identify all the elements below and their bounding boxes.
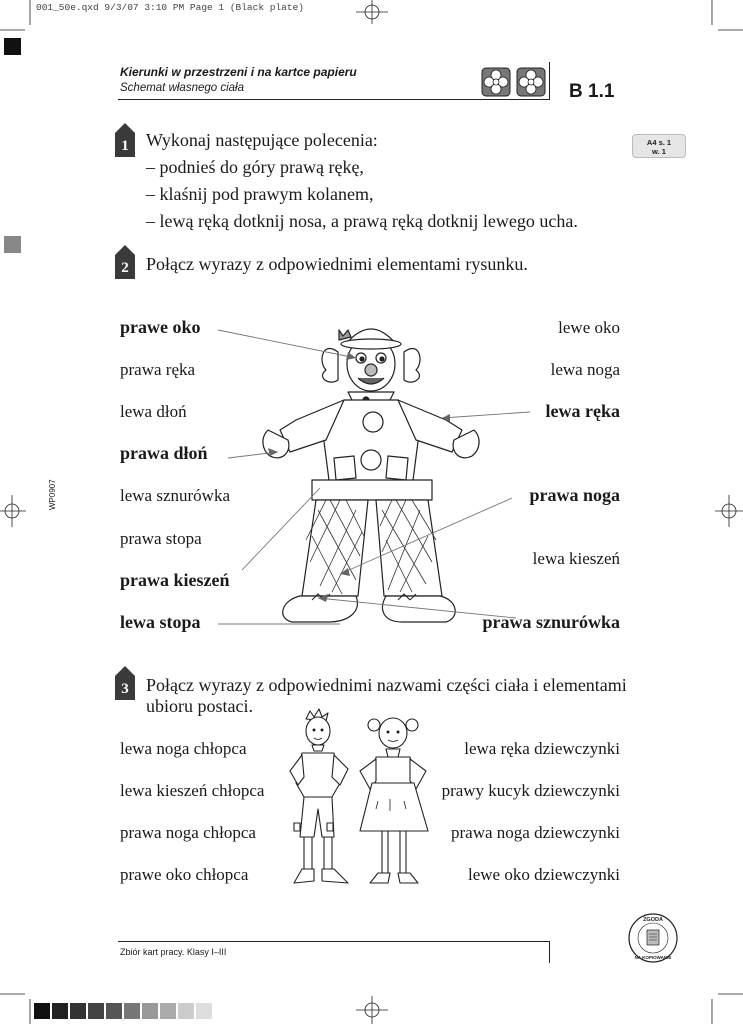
header-subtitle: Schemat własnego ciała	[120, 82, 245, 94]
stamp-bottom-text: NA KOPIOWANIE	[634, 955, 672, 960]
task2-number: 2	[121, 260, 129, 276]
word-left: lewa kieszeń chłopca	[120, 781, 265, 800]
task2-intro: Połącz wyrazy z odpowiednimi elementami rysunku.	[146, 254, 528, 274]
word-right: lewe oko dziewczynki	[468, 865, 620, 884]
word-right: lewa ręka	[545, 401, 620, 421]
boy-girl-illustration	[278, 705, 434, 891]
flower-icon	[481, 67, 511, 97]
task3-intro: Połącz wyrazy z odpowiednimi nazwami części ciała i elementami	[146, 675, 627, 695]
task-number-badge	[115, 123, 135, 157]
word-right: lewe oko	[558, 318, 620, 337]
copy-permission-stamp	[627, 912, 679, 964]
task1-number: 1	[121, 138, 129, 154]
word-right: prawa sznurówka	[482, 612, 620, 632]
word-right: prawa noga dziewczynki	[451, 823, 620, 842]
task3-intro: ubioru postaci.	[146, 696, 253, 716]
header-vrule	[549, 62, 550, 100]
footer-vrule	[549, 941, 550, 963]
word-right: prawa noga	[529, 485, 620, 505]
word-left: prawa stopa	[120, 529, 202, 548]
word-left: prawa noga chłopca	[120, 823, 256, 842]
footer-text: Zbiór kart pracy. Klasy I–III	[120, 947, 227, 957]
stamp-top-text: ZGODA	[643, 917, 663, 923]
task1-item: – klaśnij pod prawym kolanem,	[146, 184, 374, 204]
side-code: WP0907	[48, 479, 57, 510]
task1-item: – lewą ręką dotknij nosa, a prawą ręką dotknij lewego ucha.	[146, 211, 578, 231]
side-tag-line1: A4 s. 1	[646, 138, 672, 147]
word-left: prawa dłoń	[120, 443, 208, 463]
word-left: prawe oko	[120, 317, 201, 337]
task-number-badge	[115, 245, 135, 279]
word-right: lewa ręka dziewczynki	[464, 739, 620, 758]
print-slug: 001_50e.qxd 9/3/07 3:10 PM Page 1 (Black plate)	[36, 2, 304, 13]
side-tag-line2: w. 1	[652, 147, 666, 156]
word-left: lewa stopa	[120, 612, 201, 632]
word-right: lewa noga	[550, 360, 620, 379]
header-title: Kierunki w przestrzeni i na kartce papieru	[120, 65, 357, 79]
word-right: lewa kieszeń	[532, 549, 620, 568]
word-left: prawa ręka	[120, 360, 196, 379]
task3-number: 3	[121, 681, 129, 697]
task-number-badge	[115, 666, 135, 700]
flower-icon	[516, 67, 546, 97]
word-left: lewa dłoń	[120, 402, 187, 421]
grayscale-strip	[34, 1003, 214, 1024]
task1-item: – podnieś do góry prawą rękę,	[146, 157, 364, 177]
side-tag	[632, 134, 686, 158]
worksheet-code: B 1.1	[569, 81, 615, 102]
task1-intro: Wykonaj następujące polecenia:	[146, 130, 378, 150]
word-left: lewa noga chłopca	[120, 739, 247, 758]
clown-illustration	[0, 300, 743, 640]
word-left: lewa sznurówka	[120, 486, 230, 505]
header-rule	[118, 99, 550, 100]
word-left: prawa kieszeń	[120, 570, 230, 590]
word-left: prawe oko chłopca	[120, 865, 249, 884]
word-right: prawy kucyk dziewczynki	[441, 781, 620, 800]
footer-rule	[118, 941, 550, 942]
